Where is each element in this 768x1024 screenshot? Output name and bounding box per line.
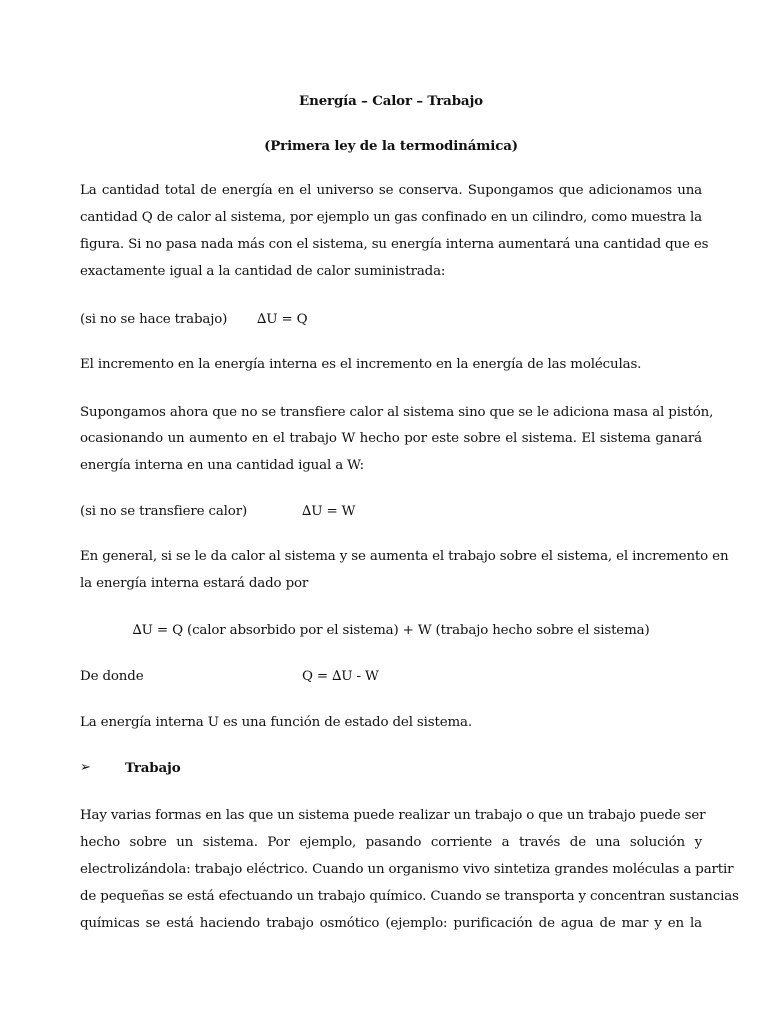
paragraph-line: de pequeñas se está efectuando un trabajo químico. Cuando se transporta y concentran sustancias bbox=[80, 889, 739, 904]
paragraph-line: El incremento en la energía interna es el incremento en la energía de las moléculas. bbox=[80, 357, 642, 372]
paragraph-line: ocasionando un aumento en el trabajo W hecho por este sobre el sistema. El sistema ganará bbox=[80, 431, 702, 446]
paragraph-line: En general, si se le da calor al sistema y se aumenta el trabajo sobre el sistema, el incremento en bbox=[80, 549, 729, 564]
paragraph-line: hecho sobre un sistema. Por ejemplo, pasando corriente a través de una solución y bbox=[80, 835, 702, 850]
equation-condition: (si no se hace trabajo) bbox=[80, 312, 228, 327]
paragraph-line: exactamente igual a la cantidad de calor suministrada: bbox=[80, 264, 446, 279]
paragraph-line: químicas se está haciendo trabajo osmótico (ejemplo: purificación de agua de mar y en la bbox=[80, 916, 702, 931]
paragraph-line: La energía interna U es una función de estado del sistema. bbox=[80, 715, 472, 730]
equation-main: ∆U = Q (calor absorbido por el sistema) + W (trabajo hecho sobre el sistema) bbox=[132, 623, 650, 638]
paragraph-line: cantidad Q de calor al sistema, por ejemplo un gas confinado en un cilindro, como muestra la bbox=[80, 210, 702, 225]
equation-formula: ∆U = Q bbox=[257, 312, 308, 327]
paragraph-line: Supongamos ahora que no se transfiere calor al sistema sino que se le adiciona masa al pistón, bbox=[80, 405, 714, 420]
equation-formula: ∆U = W bbox=[302, 504, 356, 519]
paragraph-line: Hay varias formas en las que un sistema puede realizar un trabajo o que un trabajo puede ser bbox=[80, 808, 706, 823]
paragraph-line: la energía interna estará dado por bbox=[80, 576, 309, 591]
equation-condition: (si no se transfiere calor) bbox=[80, 504, 248, 519]
equation-formula: Q = ∆U - W bbox=[302, 669, 379, 684]
equation-label: De donde bbox=[80, 669, 144, 684]
document-title: Energía – Calor – Trabajo bbox=[299, 93, 483, 109]
section-heading: Trabajo bbox=[125, 760, 181, 776]
paragraph-line: La cantidad total de energía en el universo se conserva. Supongamos que adicionamos una bbox=[80, 183, 702, 198]
paragraph-line: electrolizándola: trabajo eléctrico. Cuando un organismo vivo sintetiza grandes moléculas a partir bbox=[80, 862, 734, 877]
arrow-bullet-icon: ➢ bbox=[80, 760, 91, 775]
paragraph-line: figura. Si no pasa nada más con el sistema, su energía interna aumentará una cantidad que es bbox=[80, 237, 709, 252]
paragraph-line: energía interna en una cantidad igual a W: bbox=[80, 458, 364, 473]
document-subtitle: (Primera ley de la termodinámica) bbox=[264, 138, 518, 154]
